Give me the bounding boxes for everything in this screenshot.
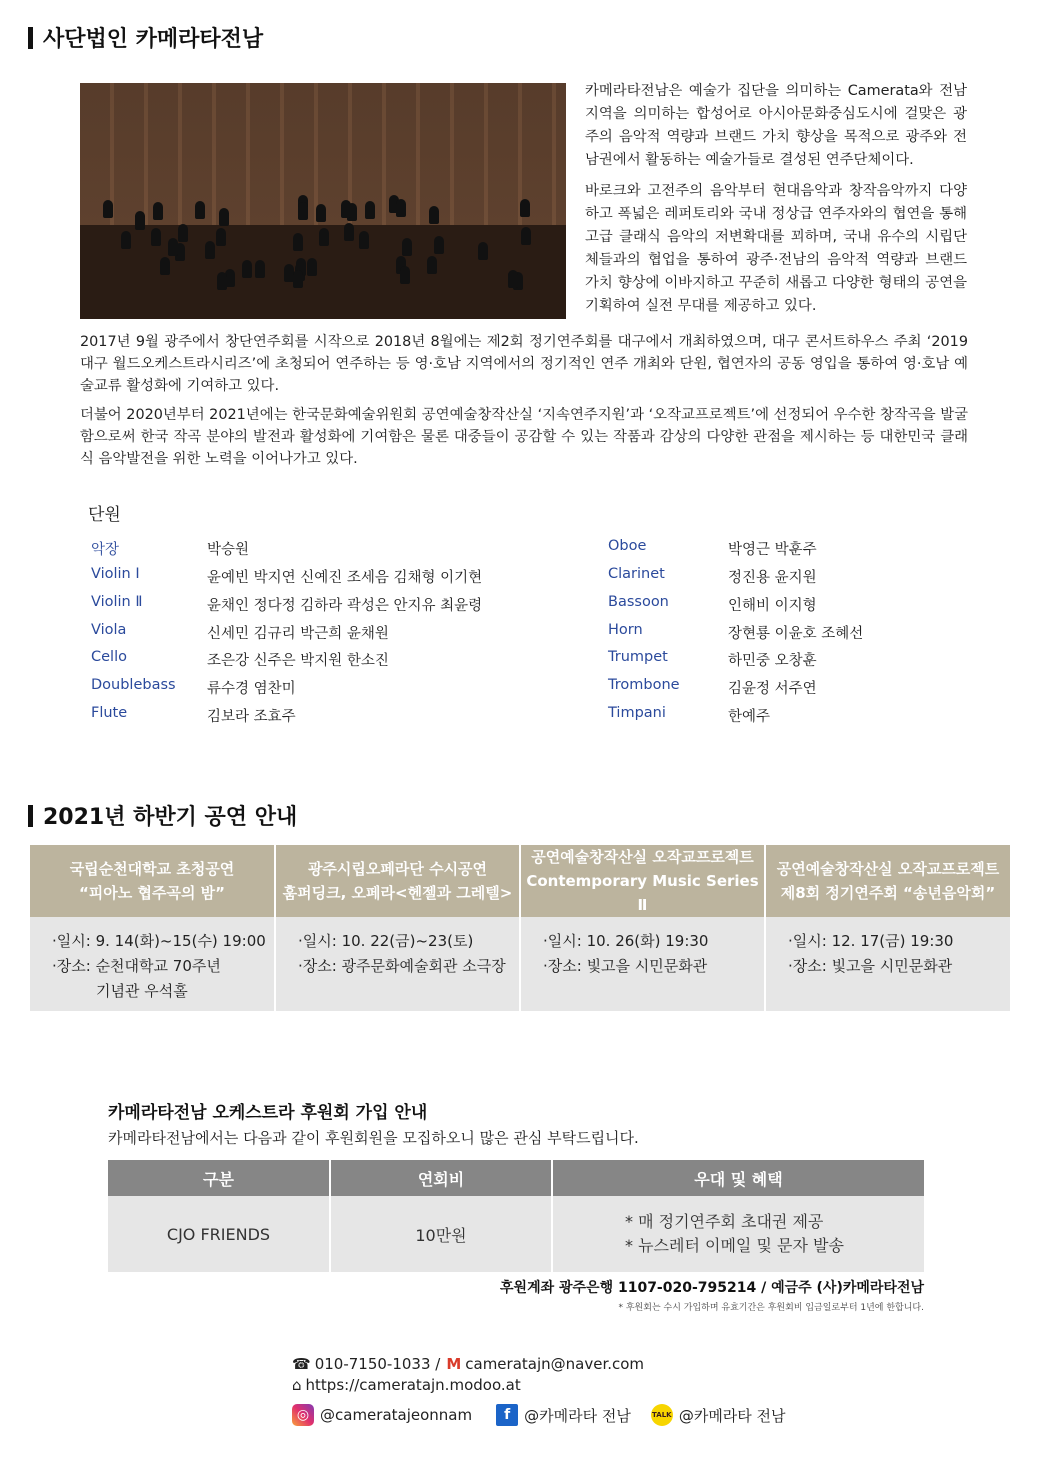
member-names: 신세민 김규리 박근희 윤채원 — [207, 626, 389, 642]
intro-paragraph-1: 카메라타전남은 예술가 집단을 의미하는 Camerata와 전남지역을 의미하는 합성어로 아시아문화중심도시에 걸맞은 광주의 음악적 역량과 브랜드 가치 향상을 목적으로 광주와 전남권에서 활동하는 예술가들로 결성된 연주단체이다. — [585, 83, 967, 168]
musician-silhouette — [151, 228, 161, 246]
musician-silhouette — [365, 201, 375, 219]
concert-date: ·일시: 10. 22(금)~23(토) — [298, 932, 474, 950]
concert-header: 공연예술창작산실 오작교프로젝트 Contemporary Music Series Ⅱ — [520, 845, 765, 917]
concert-details — [520, 917, 765, 1011]
musician-silhouette — [402, 238, 412, 256]
musician-silhouette — [217, 272, 227, 290]
instagram-icon: ◎ — [292, 1404, 314, 1426]
concert-place: ·장소: 광주문화예술회관 소극장 — [298, 957, 506, 975]
member-row — [91, 705, 296, 726]
musician-silhouette — [400, 266, 410, 284]
membership-benefits — [552, 1196, 924, 1272]
facebook-icon: f — [496, 1404, 518, 1426]
instrument-label: Oboe — [608, 538, 647, 554]
concert-date: ·일시: 10. 26(화) 19:30 — [543, 932, 709, 950]
member-row — [608, 566, 817, 587]
member-names: 김보라 조효주 — [207, 709, 296, 725]
musician-silhouette — [508, 270, 518, 288]
member-names: 박영근 박훈주 — [728, 542, 817, 558]
instrument-label: Violin Ⅰ — [91, 566, 140, 582]
concert-place: ·장소: 빛고을 시민문화관 — [543, 957, 708, 975]
musician-silhouette — [153, 202, 163, 220]
member-row — [608, 622, 863, 643]
member-names: 하민중 오창훈 — [728, 653, 817, 669]
member-names: 조은강 신주은 박지원 한소진 — [207, 653, 389, 669]
musician-silhouette — [293, 233, 303, 251]
instrument-label: Trumpet — [608, 649, 668, 665]
musician-silhouette — [307, 258, 317, 276]
musician-silhouette — [168, 238, 178, 256]
title-bar — [28, 805, 33, 827]
instrument-label: Bassoon — [608, 594, 669, 610]
musician-silhouette — [178, 224, 188, 242]
concert-place: ·장소: 순천대학교 70주년 — [52, 957, 221, 975]
member-row — [91, 566, 482, 587]
concert-table — [30, 845, 1010, 1011]
musician-silhouette — [478, 242, 488, 260]
benefit-item: * 뉴스레터 이메일 및 문자 발송 — [625, 1236, 844, 1255]
concert-details — [30, 917, 275, 1011]
member-row — [608, 538, 817, 559]
musician-silhouette — [255, 260, 265, 278]
concert-date: ·일시: 9. 14(화)~15(수) 19:00 — [52, 932, 266, 950]
musician-silhouette — [429, 206, 439, 224]
musician-silhouette — [121, 231, 131, 249]
kakaotalk-icon: TALK — [651, 1404, 673, 1426]
benefit-item: * 매 정기연주회 초대권 제공 — [625, 1212, 824, 1231]
sponsor-note: * 후원회는 수시 가입하며 유효기간은 후원회비 입금일로부터 1년에 한합니다. — [618, 1303, 924, 1313]
intro-text — [585, 80, 967, 326]
concert-place: ·장소: 빛고을 시민문화관 — [788, 957, 953, 975]
member-row — [91, 594, 482, 615]
body-paragraph-2: 더불어 2020년부터 2021년에는 한국문화예술위원회 공연예술창작산실 ‘지속연주지원’과 ‘오작교프로젝트’에 선정되어 우수한 창작곡을 발굴함으로써 한국 작곡 분야의 발전과 활성화에 기여함은 물론 대중들이 공감할 수 있는 작품과 감상의 다양한 관점을 제시하는 등 대한민국 클래식 음악발전을 위한 노력을 이어나가고 있다. — [80, 407, 968, 467]
concert-date: ·일시: 12. 17(금) 19:30 — [788, 932, 954, 950]
instrument-label: Trombone — [608, 677, 680, 693]
instrument-label: Timpani — [608, 705, 666, 721]
sponsor-header: 구분 — [108, 1160, 330, 1196]
musician-silhouette — [396, 199, 406, 217]
musician-silhouette — [427, 256, 437, 274]
concert-details — [765, 917, 1010, 1011]
membership-type: CJO FRIENDS — [108, 1196, 330, 1272]
member-names: 장현룡 이윤호 조혜선 — [728, 626, 864, 642]
section-title-text: 2021년 하반기 공연 안내 — [43, 805, 298, 830]
sponsor-header: 연회비 — [330, 1160, 552, 1196]
musician-silhouette — [521, 227, 531, 245]
member-names: 류수경 염찬미 — [207, 681, 296, 697]
musician-silhouette — [359, 231, 369, 249]
member-row — [91, 677, 296, 698]
contact-email[interactable]: cameratajn@naver.com — [465, 1355, 645, 1373]
musician-silhouette — [242, 260, 252, 278]
sponsor-account: 후원계좌 광주은행 1107-020-795214 / 예금주 (사)카메라타전남 — [500, 1280, 924, 1296]
musician-silhouette — [216, 228, 226, 246]
phone-icon: ☎ — [292, 1355, 311, 1373]
mail-icon: M — [446, 1355, 462, 1373]
section-title-concerts — [28, 800, 297, 831]
concert-header: 국립순천대학교 초청공연 “피아노 협주곡의 밤” — [30, 845, 275, 917]
musician-silhouette — [135, 212, 145, 230]
facebook-handle[interactable]: @카메라타 전남 — [524, 1406, 631, 1425]
musician-silhouette — [520, 199, 530, 217]
musician-silhouette — [205, 241, 215, 259]
sponsor-table — [108, 1160, 924, 1272]
section-title-text: 사단법인 카메라타전남 — [43, 27, 264, 52]
instrument-label: Flute — [91, 705, 128, 721]
musician-silhouette — [316, 204, 326, 222]
instagram-handle[interactable]: @cameratajeonnam — [320, 1406, 473, 1424]
sponsor-subtitle: 카메라타전남에서는 다음과 같이 후원회원을 모집하오니 많은 관심 부탁드립니다. — [108, 1129, 639, 1147]
concert-header: 공연예술창작산실 오작교프로젝트 제8회 정기연주회 “송년음악회” — [765, 845, 1010, 917]
contact-line-2 — [292, 1376, 521, 1394]
member-row — [91, 538, 249, 559]
member-row — [91, 622, 389, 643]
instrument-label: Horn — [608, 622, 643, 638]
member-names: 윤채인 정다정 김하라 곽성은 안지유 최윤령 — [207, 598, 483, 614]
member-row — [608, 594, 817, 615]
instrument-label: 악장 — [91, 542, 120, 558]
member-row — [91, 649, 389, 670]
instrument-label: Viola — [91, 622, 127, 638]
instrument-label: Violin Ⅱ — [91, 594, 143, 610]
title-bar — [28, 27, 33, 49]
membership-fee: 10만원 — [330, 1196, 552, 1272]
member-names: 인해비 이지형 — [728, 598, 817, 614]
orchestra-photo — [80, 83, 566, 319]
musician-silhouette — [293, 270, 303, 288]
musician-silhouette — [298, 202, 308, 220]
contact-phone: 010-7150-1033 / — [314, 1355, 441, 1373]
intro-paragraph-2: 바로크와 고전주의 음악부터 현대음악과 창작음악까지 다양하고 폭넓은 레퍼토리와 국내 정상급 연주자와의 협연을 통해 고급 클래식 음악의 저변확대를 꾀하며, 국내 유수의 시립단체들과의 협업을 통하여 광주·전남의 음악적 역량과 브랜드 가치 향상에 이바지하고 꾸준히 새롭고 다양한 형태의 공연을 기획하여 실전 무대를 제공하고 있다. — [585, 183, 967, 314]
contact-line-1 — [292, 1355, 644, 1373]
concert-header: 광주시립오페라단 수시공연 훔퍼딩크, 오페라<헨젤과 그레텔> — [275, 845, 520, 917]
sponsor-header: 우대 및 혜택 — [552, 1160, 924, 1196]
contact-website[interactable]: https://cameratajn.modoo.at — [305, 1376, 521, 1394]
member-names: 김윤정 서주연 — [728, 681, 817, 697]
musician-silhouette — [195, 201, 205, 219]
concert-details — [275, 917, 520, 1011]
instrument-label: Clarinet — [608, 566, 665, 582]
concert-place-cont: 기념관 우석홀 — [96, 982, 188, 1000]
musician-silhouette — [160, 257, 170, 275]
sns-links — [292, 1404, 786, 1426]
musician-silhouette — [344, 223, 354, 241]
kakao-handle[interactable]: @카메라타 전남 — [678, 1406, 786, 1425]
member-row — [608, 677, 817, 698]
section-title-about — [28, 22, 263, 53]
musician-silhouette — [219, 208, 229, 226]
members-title: 단원 — [88, 505, 121, 525]
instrument-label: Cello — [91, 649, 127, 665]
sponsor-title: 카메라타전남 오케스트라 후원회 가입 안내 — [108, 1103, 428, 1123]
musician-silhouette — [103, 200, 113, 218]
body-paragraph-1: 2017년 9월 광주에서 창단연주회를 시작으로 2018년 8월에는 제2회 정기연주회를 대구에서 개최하였으며, 대구 콘서트하우스 주최 ‘2019 대구 월드오케스트라시리즈’에 초청되어 연주하는 등 영·호남 지역에서의 정기적인 연주 개최와 단원, 협연자의 공동 영입을 통하여 영·호남 예술교류 활성화에 기여하고 있다. — [80, 334, 968, 394]
member-names: 한예주 — [728, 709, 771, 725]
home-icon: ⌂ — [292, 1376, 302, 1394]
musician-silhouette — [434, 236, 444, 254]
member-row — [608, 705, 770, 726]
member-names: 박승원 — [207, 542, 250, 558]
instrument-label: Doublebass — [91, 677, 176, 693]
member-row — [608, 649, 817, 670]
member-names: 윤예빈 박지연 신예진 조세음 김채형 이기현 — [207, 570, 483, 586]
member-names: 정진용 윤지원 — [728, 570, 817, 586]
musician-silhouette — [341, 200, 351, 218]
musician-silhouette — [319, 228, 329, 246]
